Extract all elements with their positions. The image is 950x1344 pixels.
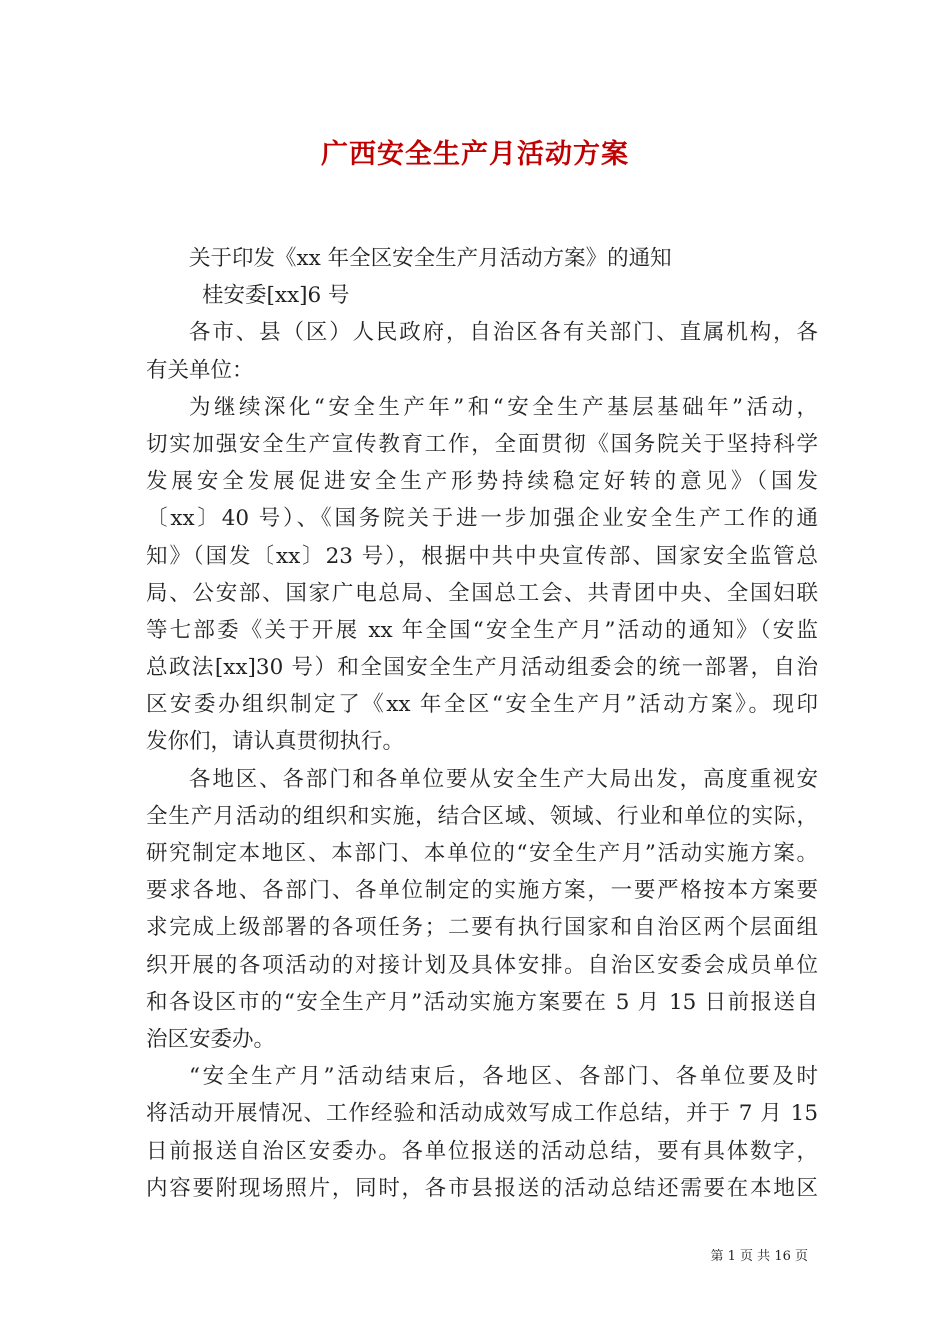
paragraph-line: 和各设区市的“安全生产月”活动实施方案要在 5 月 15 日前报送自	[146, 989, 818, 1015]
paragraph-line: 日前报送自治区安委办。各单位报送的活动总结，要有具体数字，	[146, 1138, 818, 1164]
paragraph-line: 求完成上级部署的各项任务；二要有执行国家和自治区两个层面组	[146, 915, 818, 941]
paragraph-line: 全生产月活动的组织和实施，结合区域、领域、行业和单位的实际，	[146, 803, 818, 829]
paragraph-line: 治区安委办。	[146, 1026, 276, 1052]
paragraph-line: 内容要附现场照片，同时，各市县报送的活动总结还需要在本地区	[146, 1175, 818, 1201]
document-number: 桂安委[xx]6 号	[202, 283, 350, 309]
paragraph-line: 织开展的各项活动的对接计划及具体安排。自治区安委会成员单位	[146, 952, 818, 978]
paragraph-line: 将活动开展情况、工作经验和活动成效写成工作总结，并于 7 月 15	[146, 1101, 818, 1127]
paragraph-line: 区安委办组织制定了《xx 年全区“安全生产月”活动方案》。现印	[146, 692, 818, 718]
addressee-line: 各市、县（区）人民政府，自治区各有关部门、直属机构，各	[189, 320, 818, 346]
paragraph-line: 为继续深化“安全生产年”和“安全生产基层基础年”活动，	[189, 394, 818, 420]
page-number: 第 1 页 共 16 页	[710, 1249, 808, 1264]
paragraph-line: 等七部委《关于开展 xx 年全国“安全生产月”活动的通知》（安监	[146, 617, 818, 643]
paragraph-line: 发你们，请认真贯彻执行。	[146, 729, 405, 755]
paragraph-line: 要求各地、各部门、各单位制定的实施方案，一要严格按本方案要	[146, 878, 818, 904]
paragraph-line: 〔xx〕40 号）、《国务院关于进一步加强企业安全生产工作的通	[146, 506, 818, 532]
paragraph-line: 发展安全发展促进安全生产形势持续稳定好转的意见》（国发	[146, 469, 818, 495]
addressee-line: 有关单位：	[146, 357, 254, 383]
paragraph-line: 研究制定本地区、本部门、本单位的“安全生产月”活动实施方案。	[146, 841, 818, 866]
notice-heading: 关于印发《xx 年全区安全生产月活动方案》的通知	[189, 246, 672, 271]
paragraph-line: 知》（国发〔xx〕23 号），根据中共中央宣传部、国家安全监管总	[146, 543, 818, 569]
paragraph-line: 局、公安部、国家广电总局、全国总工会、共青团中央、全国妇联	[146, 580, 818, 606]
paragraph-line: 总政法[xx]30 号）和全国安全生产月活动组委会的统一部署，自治	[146, 655, 818, 681]
document-title: 广西安全生产月活动方案	[321, 139, 629, 170]
paragraph-line: 切实加强安全生产宣传教育工作，全面贯彻《国务院关于坚持科学	[146, 431, 818, 457]
document-body	[146, 240, 818, 1207]
paragraph-line: 各地区、各部门和各单位要从安全生产大局出发，高度重视安	[189, 766, 818, 792]
paragraph-line: “安全生产月”活动结束后，各地区、各部门、各单位要及时	[189, 1064, 818, 1090]
